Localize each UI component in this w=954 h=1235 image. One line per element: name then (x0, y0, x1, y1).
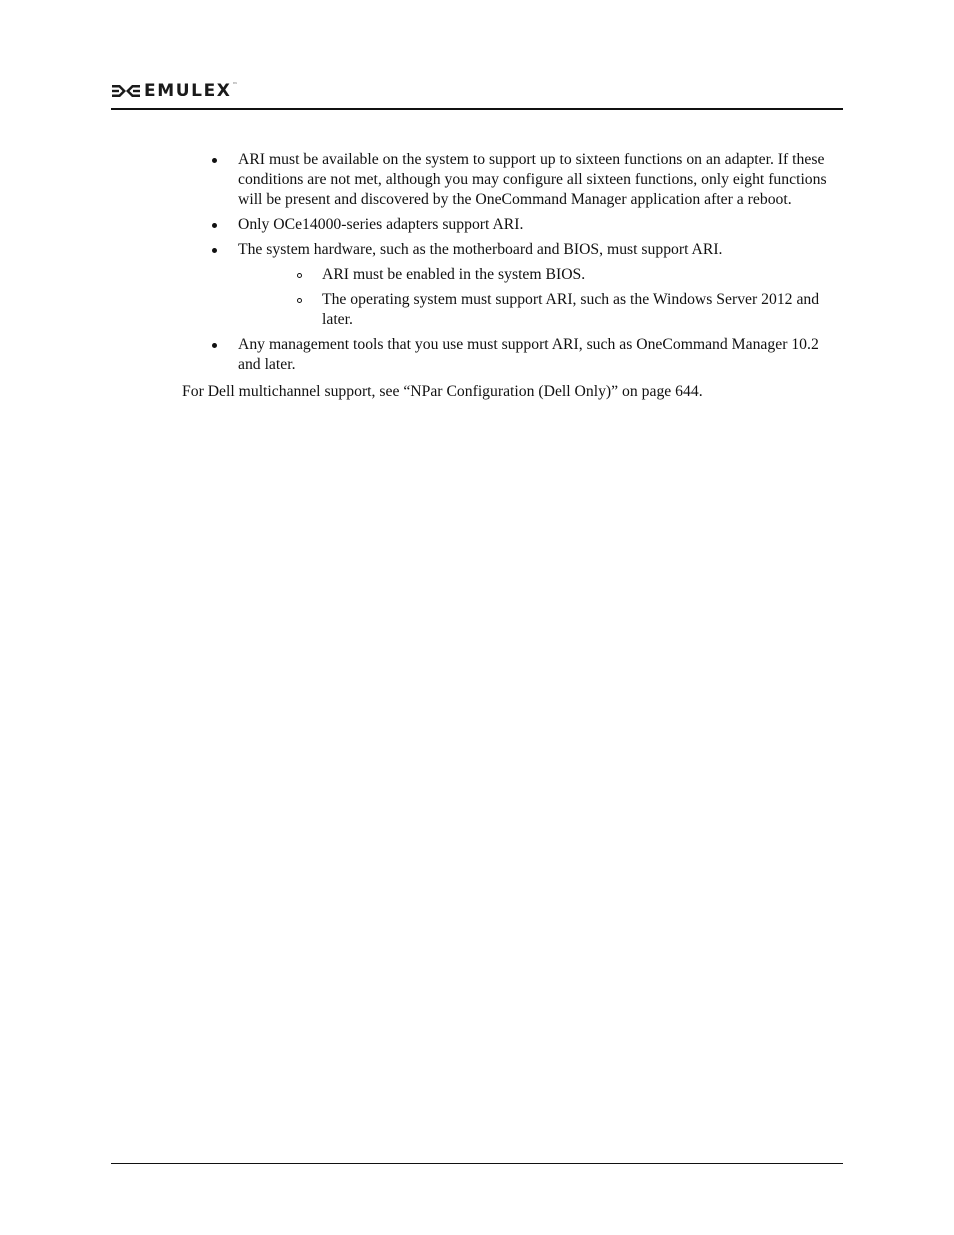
requirements-list (182, 150, 842, 375)
footer-rule (111, 1163, 843, 1164)
list-item (182, 240, 842, 330)
closing-paragraph: For Dell multichannel support, see “NPar Configuration (Dell Only)” on page 644. (182, 383, 703, 401)
bullet-icon (212, 248, 217, 253)
list-item (182, 335, 842, 375)
list-item (182, 150, 842, 211)
header-rule (111, 108, 843, 110)
emulex-logo (111, 81, 238, 101)
sub-requirements-list (238, 265, 842, 330)
sub-list-item (238, 265, 842, 285)
page-content (182, 150, 842, 403)
logo-trademark: ™ (232, 82, 238, 88)
page-header (111, 78, 843, 110)
sub-list-item-text: ARI must be enabled in the system BIOS. (322, 266, 586, 284)
bullet-icon (212, 223, 217, 228)
emulex-logo-icon (111, 83, 141, 99)
sub-list-item-text: The operating system must support ARI, such as the Windows Server 2012 and later. (322, 291, 820, 329)
list-item-text: Any management tools that you use must support ARI, such as OneCommand Manager 10.2 and later. (238, 336, 819, 374)
list-item-text: The system hardware, such as the motherboard and BIOS, must support ARI. (238, 241, 723, 258)
sub-bullet-icon (297, 273, 302, 278)
list-item (182, 215, 842, 235)
sub-bullet-icon (297, 298, 302, 303)
list-item-text: Only OCe14000-series adapters support ARI. (238, 216, 524, 234)
logo-wordmark: EMULEX (144, 81, 232, 101)
list-item-text: ARI must be available on the system to support up to sixteen functions on an adapter. If these conditions are not met, although you may configure all sixteen functions, only eight functions will be present and discovered by the OneCommand Manager application after a reboot. (238, 151, 827, 209)
bullet-icon (212, 158, 217, 163)
sub-list-item (238, 290, 842, 330)
bullet-icon (212, 343, 217, 348)
